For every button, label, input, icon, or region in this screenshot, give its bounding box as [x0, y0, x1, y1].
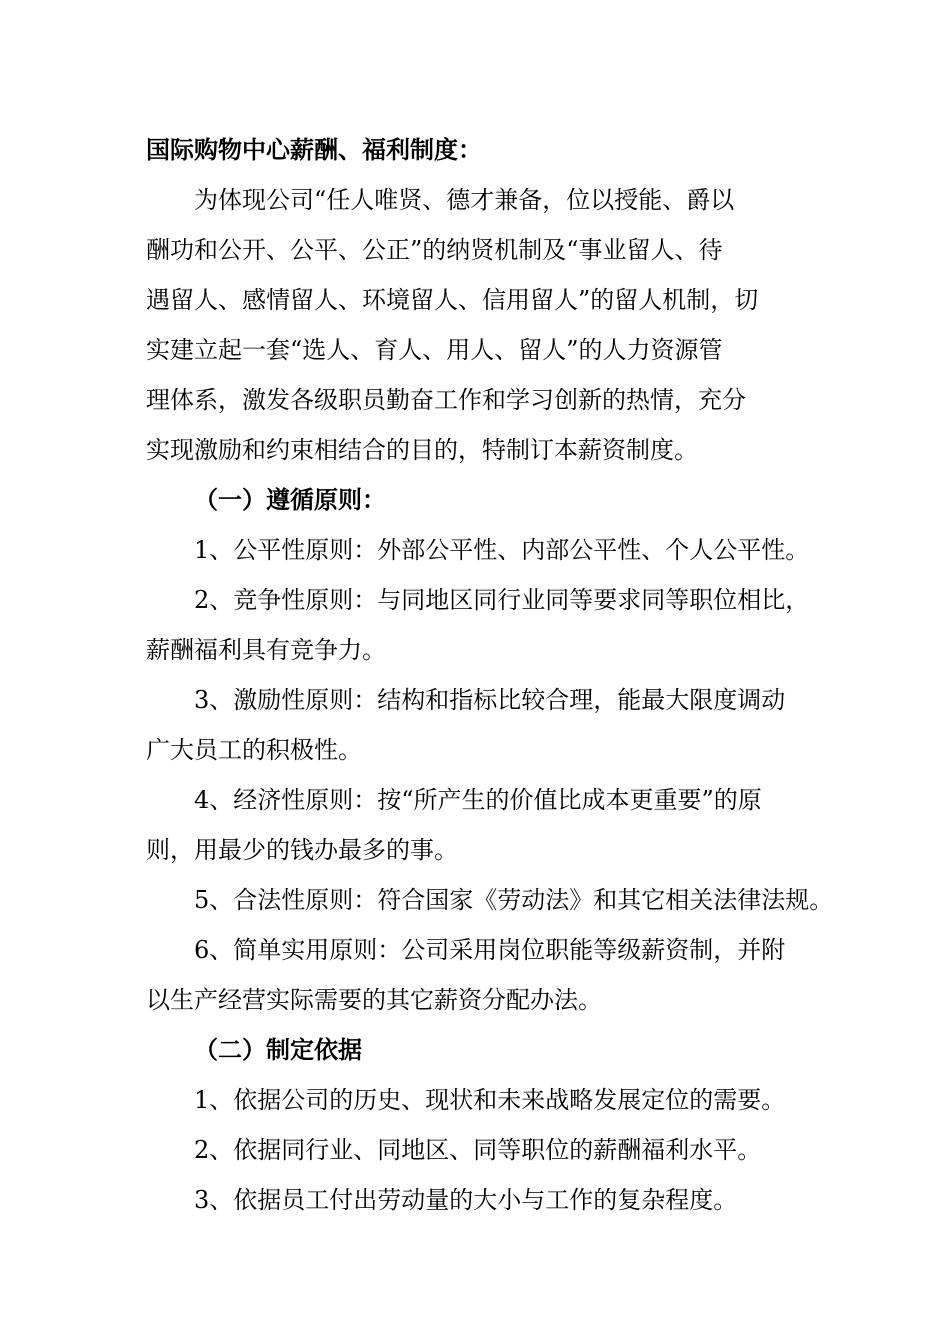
principle-line: 3、激励性原则：结构和指标比较合理，能最大限度调动	[194, 686, 786, 714]
principle-line: 2、竞争性原则：与同地区同行业同等要求同等职位相比，	[194, 586, 810, 614]
principle-line: 4、经济性原则：按“所产生的价值比成本更重要”的原	[194, 786, 762, 814]
principle-line: 广大员工的积极性。	[146, 736, 362, 764]
intro-line: 实建立起一套“选人、育人、用人、留人”的人力资源管	[146, 336, 723, 364]
section-heading-principles: （一）遵循原则：	[194, 486, 386, 514]
principle-line: 薪酬福利具有竞争力。	[146, 636, 386, 664]
principle-line: 5、合法性原则：符合国家《劳动法》和其它相关法律法规。	[194, 886, 834, 914]
principle-line: 则，用最少的钱办最多的事。	[146, 836, 458, 864]
basis-line: 3、依据员工付出劳动量的大小与工作的复杂程度。	[194, 1186, 738, 1214]
principle-line: 1、公平性原则：外部公平性、内部公平性、个人公平性。	[194, 536, 810, 564]
basis-line: 1、依据公司的历史、现状和未来战略发展定位的需要。	[194, 1086, 786, 1114]
document-title: 国际购物中心薪酬、福利制度：	[146, 136, 482, 164]
intro-line: 酬功和公开、公平、公正”的纳贤机制及“事业留人、待	[146, 236, 723, 264]
principle-line: 6、简单实用原则：公司采用岗位职能等级薪资制，并附	[194, 936, 786, 964]
intro-line: 为体现公司“任人唯贤、德才兼备，位以授能、爵以	[194, 186, 735, 214]
basis-line: 2、依据同行业、同地区、同等职位的薪酬福利水平。	[194, 1136, 762, 1164]
section-heading-basis: （二）制定依据	[194, 1036, 362, 1064]
intro-line: 遇留人、感情留人、环境留人、信用留人”的留人机制，切	[146, 286, 759, 314]
intro-line: 理体系，激发各级职员勤奋工作和学习创新的热情，充分	[146, 386, 746, 414]
principle-line: 以生产经营实际需要的其它薪资分配办法。	[146, 986, 602, 1014]
intro-line: 实现激励和约束相结合的目的，特制订本薪资制度。	[146, 436, 698, 464]
